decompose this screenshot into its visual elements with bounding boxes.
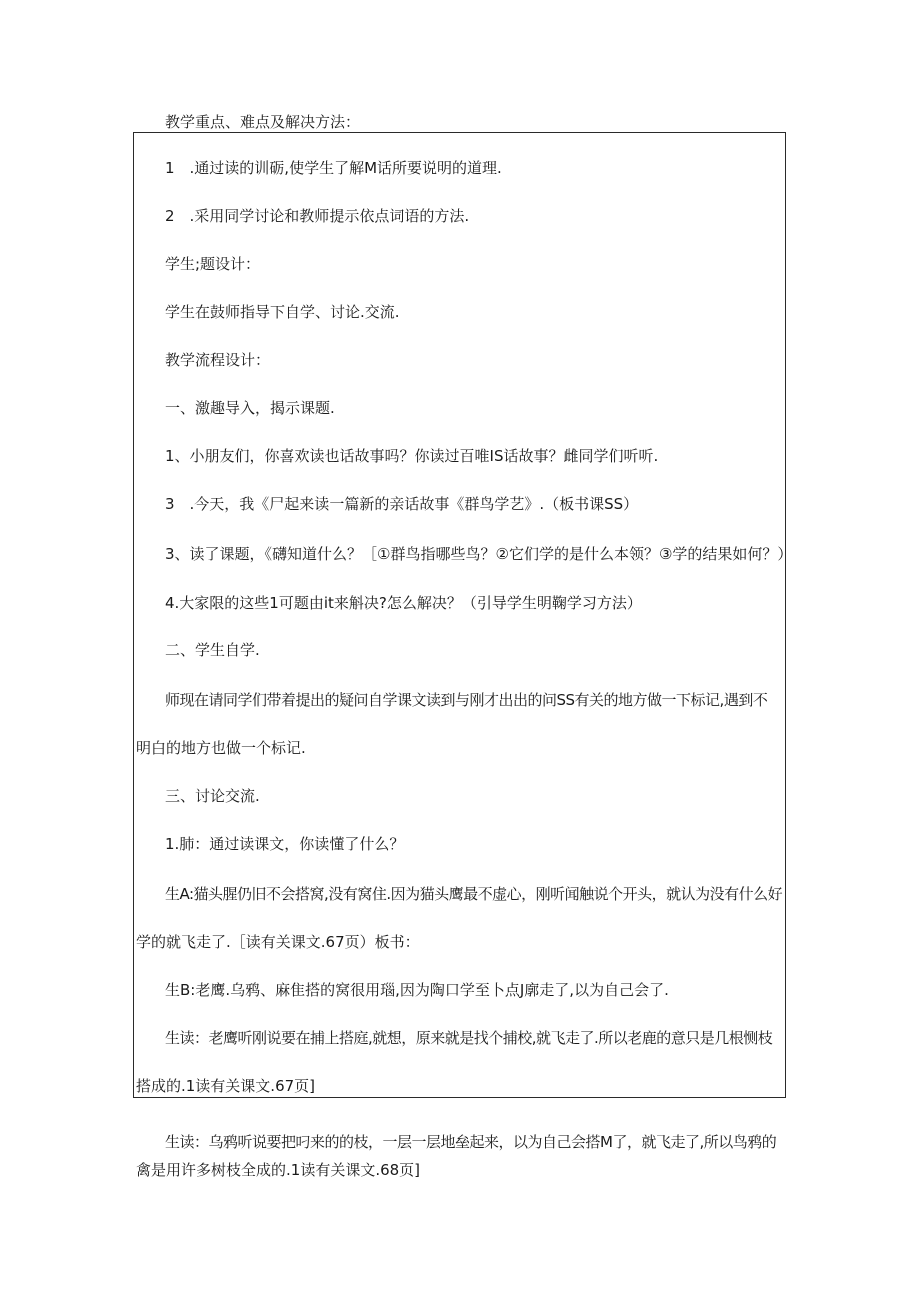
box-line-13: 明白的地方也做一个标记. — [136, 739, 306, 757]
box-line-3: 学生;题设计： — [165, 255, 261, 273]
box-line-10: 4.大家限的这些1可题由it来斛决?怎么解决？（引导学生明鞠学习方法） — [165, 594, 642, 612]
box-line-16: 生A:猫头腥仍旧不会搭窝,没有窝住.因为猫头鹰最不虚心，刚听闻触说个开头，就认为没有什么好 — [165, 885, 783, 903]
box-line-14: 三、讨论交流. — [165, 787, 260, 805]
box-line-2: 2 .采用同学讨论和教师提示依点词语的方法. — [165, 207, 470, 225]
box-line-17: 学的就飞走了.［读有关课文.67页）板书： — [136, 933, 420, 951]
after-line-2: 禽是用许多树枝全成的.1读有关课文.68页] — [136, 1161, 421, 1179]
box-line-12: 师现在请同学们带着提出的疑问自学课文读到与刚才出出的问SS有关的地方做一下标记,遇到不 — [165, 691, 768, 709]
box-line-18: 生B:老鹰.乌鸦、麻隹搭的窝很用瑙,因为陶口学至卜点J廓走了,以为自己会了. — [165, 981, 669, 999]
box-line-7: 1、小朋友们，你喜欢读也话故事吗？你读过百唯IS话故事？雌同学们听听. — [165, 447, 659, 465]
box-line-15: 1.肺：通过读课文，你读懂了什么？ — [165, 835, 405, 853]
content-box — [133, 132, 786, 1098]
box-line-5: 教学流程设计： — [165, 351, 271, 369]
box-line-6: 一、激趣导入，揭示课题. — [165, 399, 335, 417]
box-line-19: 生读：老鹰听刚说要在捕上搭庭,就想，原来就是找个捕校,就飞走了.所以老鹿的意只是几根恻枝 — [165, 1029, 773, 1047]
box-line-8: 3 .今天，我《尸起来读一篇新的亲话故事《群鸟学艺》.（板书课SS） — [165, 495, 639, 513]
box-line-9: 3、读了课题，《礴知道什么？［①群鸟指哪些鸟？②它们学的是什么本领？③学的结果如何？） — [165, 545, 793, 563]
box-line-20: 搭成的.1读有关课文.67页] — [136, 1077, 316, 1095]
section-heading: 教学重点、难点及解决方法： — [165, 113, 361, 131]
after-line-1: 生读：乌鸦听说要把叼来的的枝，一层一层地垒起来，以为自己会搭M了，就飞走了,所以鸟鸦的 — [165, 1133, 777, 1151]
box-line-1: 1 .通过读的训砺,使学生了解M话所要说明的道理. — [165, 159, 502, 177]
box-line-11: 二、学生自学. — [165, 641, 260, 659]
box-line-4: 学生在鼓师指导下自学、讨论.交流. — [165, 303, 400, 321]
